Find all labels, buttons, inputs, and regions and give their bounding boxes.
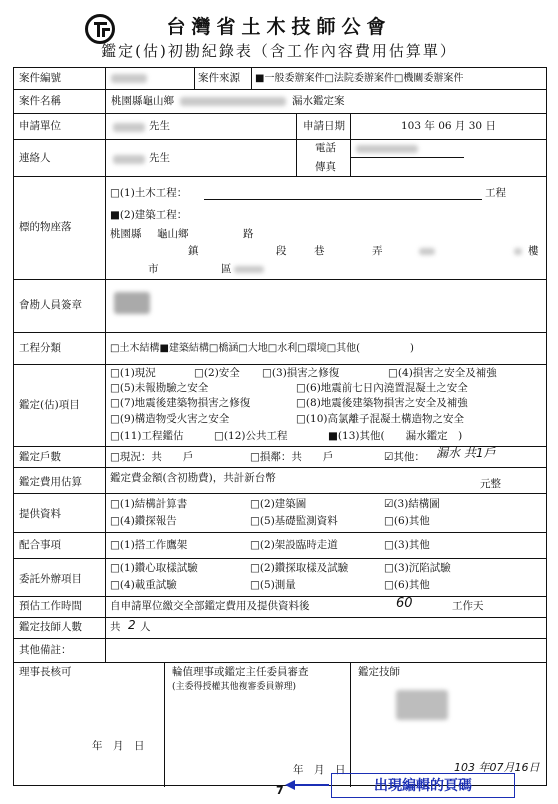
case-source-options: ■一般委辦案件□法院委辦案件□機關委辦案件 — [255, 73, 464, 84]
outsource-item-3: □(3)沉陷試驗 — [384, 562, 451, 574]
applicant-suffix: 先生 — [149, 120, 170, 132]
provide-item-1: □(1)結構計算書 — [110, 498, 188, 510]
engineer-count-handwritten: 2 — [128, 618, 136, 632]
coop-item-1: □(1)搭工作鷹架 — [110, 539, 188, 551]
phone-label: 電話 — [315, 142, 336, 154]
case-address-redacted — [180, 97, 286, 106]
fee-text: 鑑定費金額(含初勘費)，共計新台幣 — [110, 472, 276, 484]
provide-label: 提供資料 — [19, 508, 61, 520]
item-13: ■(13)其他( 漏水鑑定 ) — [328, 430, 463, 442]
households-current: □現況：共 戶 — [110, 451, 194, 463]
case-no-redacted — [111, 74, 147, 83]
target-label: 標的物座落 — [19, 221, 72, 233]
case-name-prefix: 桃園縣龜山鄉 — [111, 95, 174, 107]
time-unit: 工作天 — [452, 600, 484, 612]
apply-date-label: 申請日期 — [303, 120, 345, 132]
review-label: 輪值理事或鑑定主任委員審查 — [172, 666, 309, 678]
remark-label: 其他備註： — [19, 644, 72, 656]
coop-label: 配合事項 — [19, 539, 61, 551]
city-label: 市 — [148, 263, 159, 275]
fax-label: 傳真 — [315, 161, 336, 173]
provide-item-6: □(6)其他 — [384, 515, 430, 527]
road-label: 路 — [243, 228, 254, 240]
town-label: 鎮 — [188, 245, 199, 257]
township-label: 龜山鄉 — [157, 228, 189, 240]
fee-unit: 元整 — [480, 478, 501, 490]
outsource-label: 委託外辦項目 — [19, 573, 82, 585]
item-9: □(9)構造物受火害之安全 — [110, 413, 230, 425]
floor-label: 樓 — [528, 245, 539, 257]
document-title: 台灣省土木技師公會 — [166, 16, 392, 38]
civil-project-underline — [204, 199, 482, 200]
households-damage: □損鄰：共 戶 — [250, 451, 334, 463]
civil-project-option: □(1)土木工程： — [110, 187, 188, 199]
outsource-item-1: □(1)鑽心取樣試驗 — [110, 562, 198, 574]
page-number: 7 — [276, 784, 284, 797]
provide-item-3: ☑(3)結構圖 — [384, 498, 440, 510]
chair-approval-label: 理事長核可 — [19, 666, 72, 678]
item-5: □(5)未報勘驗之安全 — [110, 382, 209, 394]
case-no-label: 案件編號 — [19, 72, 61, 84]
item-11: □(11)工程鑑估 — [110, 430, 184, 442]
provide-item-2: □(2)建築圖 — [250, 498, 307, 510]
case-name-suffix: 漏水鑑定案 — [292, 95, 345, 107]
chair-date: 年 月 日 — [92, 740, 145, 752]
item-3: □(3)損害之修復 — [262, 367, 340, 379]
time-label: 預估工作時間 — [19, 600, 82, 612]
provide-item-5: □(5)基礎監測資料 — [250, 515, 338, 527]
engineer-seal-redacted — [396, 690, 448, 720]
engineer-date-handwritten: 103 年07月16日 — [454, 761, 540, 774]
item-4: □(4)損害之安全及補強 — [388, 367, 497, 379]
section-label: 段 — [276, 245, 287, 257]
item-10: □(10)高氯離子混凝土構造物之安全 — [296, 413, 464, 425]
engineer-count-unit: 人 — [140, 621, 151, 633]
review-sublabel: (主委得授權其他複審委員辦理) — [172, 682, 297, 692]
time-text: 自申請單位繳交全部鑑定費用及提供資料後 — [110, 600, 310, 612]
outsource-item-5: □(5)測量 — [250, 579, 296, 591]
number-redacted — [419, 248, 435, 255]
item-1: □(1)現況 — [110, 367, 156, 379]
apply-date-value: 103 年 06 月 30 日 — [401, 120, 496, 132]
contact-suffix: 先生 — [149, 152, 170, 164]
outsource-item-6: □(6)其他 — [384, 579, 430, 591]
applicant-name-redacted — [113, 123, 145, 132]
category-label: 工程分類 — [19, 342, 61, 354]
contact-name-redacted — [113, 155, 145, 164]
outsource-item-4: □(4)載重試驗 — [110, 579, 177, 591]
households-other-handwritten: 漏水 共1戶 — [436, 446, 496, 460]
document-subtitle: 鑑定(估)初勘紀錄表（含工作內容費用估算單） — [101, 42, 457, 60]
item-8: □(8)地震後建築物損害之安全及補強 — [296, 397, 468, 409]
coop-item-3: □(3)其他 — [384, 539, 430, 551]
applicant-label: 申請單位 — [19, 120, 61, 132]
item-6: □(6)地震前七日內澆置混凝土之安全 — [296, 382, 468, 394]
coop-item-2: □(2)架設臨時走道 — [250, 539, 338, 551]
households-other: ☑其他： — [384, 451, 425, 463]
civil-project-end: 工程 — [485, 187, 506, 199]
alley-label: 弄 — [372, 245, 383, 257]
district-label: 區 — [221, 263, 232, 275]
case-name-label: 案件名稱 — [19, 95, 61, 107]
item-12: □(12)公共工程 — [214, 430, 288, 442]
item-2: □(2)安全 — [194, 367, 240, 379]
engineer-count-text: 共 — [110, 621, 121, 633]
district-redacted — [234, 266, 264, 273]
engineer-label: 鑑定技師 — [358, 666, 400, 678]
building-project-option: ■(2)建築工程： — [110, 209, 188, 221]
outsource-item-2: □(2)鑽探取樣及試驗 — [250, 562, 349, 574]
item-7: □(7)地震後建築物損害之修復 — [110, 397, 251, 409]
contact-label: 連絡人 — [19, 152, 51, 164]
engineer-count-label: 鑑定技師人數 — [19, 621, 82, 633]
annotation-arrow-icon — [285, 778, 331, 792]
provide-item-4: □(4)鑽探報告 — [110, 515, 177, 527]
fee-label: 鑑定費用估算 — [19, 476, 82, 488]
category-options: □土木結構■建築結構□橋涵□大地□水利□環境□其他( ) — [110, 343, 414, 354]
survey-signature-redacted — [114, 292, 150, 314]
items-label: 鑑定(估)項目 — [19, 399, 80, 411]
time-days-handwritten: 60 — [396, 596, 413, 611]
review-date: 年 月 日 — [293, 764, 346, 776]
record-form — [13, 67, 547, 786]
households-label: 鑑定戶數 — [19, 451, 61, 463]
survey-label: 會勘人員簽章 — [19, 299, 82, 311]
case-source-label: 案件來源 — [198, 72, 240, 84]
phone-redacted — [356, 145, 418, 153]
floor-no-redacted — [514, 248, 522, 255]
county-label: 桃園縣 — [110, 228, 142, 240]
page-number-annotation: 出現編輯的頁碼 — [331, 773, 515, 798]
lane-label: 巷 — [314, 245, 325, 257]
